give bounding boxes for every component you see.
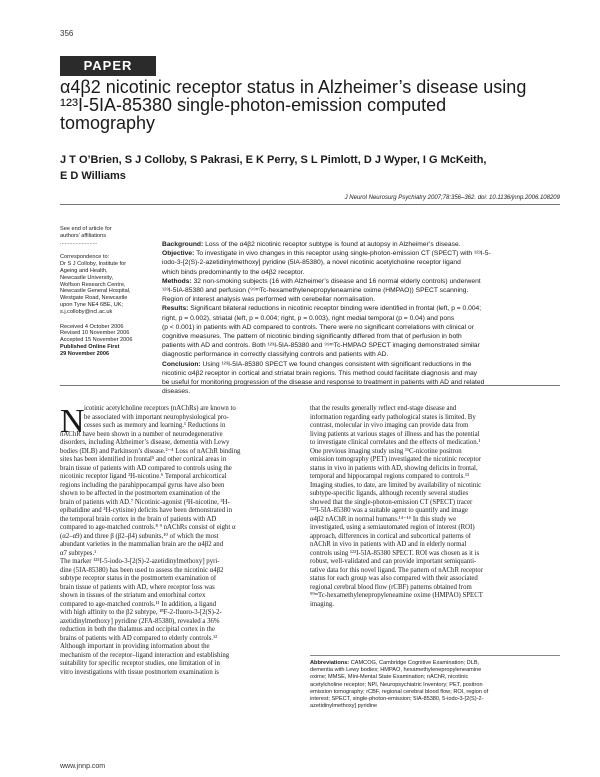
text-line: brain tissue of patients with AD compared to controls using the [60,464,232,472]
text-line: subtype receptor status in the postmortem examination of [60,575,217,582]
text-line: diagnostic performance in correctly classifying controls and patients with AD. [162,351,389,359]
text-line: azetidinylmethoxy] pyridine (2FA-85380), revealed a 36% [60,617,220,625]
sidebar-divider: ........................ [60,239,98,246]
citation: J Neurol Neurosurg Psychiatry 2007;78:356–362. doi: 10.1136/jnnp.2006.108209 [344,195,560,201]
text-line: Imaging studies, to date, are limited by availability of nicotinic [310,481,482,489]
text-line: compared to age-matched controls.⁸ ⁹ nAChRs consist of eight α [60,524,236,531]
text-line: ⁹⁹ᵐTc-hexamethylenepropyleneamine oxime (HMPAO) SPECT [310,592,483,599]
text-line: approach, differences in cortical and subcortical patterns of [310,532,472,540]
text-line: brain of patients with AD.⁷ Nicotinic-agonist (³H-nicotine, ³H- [60,498,230,506]
text-line: Region of interest analysis was performed with cerebellar normalisation. [162,296,375,304]
text-line: One previous imaging study using ¹¹C-nicotine positron [310,447,462,455]
section-label: PAPER [60,56,156,76]
abbreviations [310,660,562,710]
dates-block: Received 4 October 2006 Revised 10 November 2006 Accepted 15 November 2006 Published Online First 29 November 2006 [60,323,133,357]
text-line: disorders, including Alzheimer’s disease, dementia with Lewy [60,439,230,446]
text-line: sites has been identified in frontal⁵ and other cortical areas in [60,456,227,463]
title-line: ¹²³I-5IA-85380 single-photon-emission computed [60,95,447,115]
text-line: which binds predominantly to the α4β2 receptor. [162,268,305,276]
text-line: subtype-specific ligands, although recently several studies [310,490,469,497]
text-line: cognitive measures. The pattern of nicotinic binding significantly differed from that of perfusion in both [162,333,462,341]
text-line: interest; SPECT, single-photon-emission; 5IA-85380, 5-iodo-3-[2(S)-2- [310,696,484,703]
text-line: controls using ¹²³I-5IA-85380 SPECT. ROI was chosen as it is [310,549,480,557]
text-line: compared to age-matched controls.¹¹ In addition, a ligand [60,600,217,608]
text-line: Objective: To investigate in vivo changes in this receptor using single-photon-emission CT (SPECT) with ¹²³I-5- [162,250,491,258]
text-line: contrast, molecular in vivo imaging can provide data from [310,422,469,429]
text-line: nicotinic α4β2 receptor in cortical and striatal brain regions. This method could facilitate diagnosis and may [162,369,478,377]
text-line: (p < 0.001) in patients with AD compared to controls. There were no significant correlations with clinical or [162,323,474,331]
author-line: E D Williams [60,170,126,182]
text-line: Methods: 32 non-smoking subjects (16 with Alzheimer’s disease and 16 normal elderly controls) underwent [162,277,481,285]
text-line: temporal and hippocampal regions compared to controls.¹³ [310,473,470,480]
text-line: nAChR have been shown in a number of neurodegenerative [60,430,223,438]
text-line: showed that the single-photon-emission CT (SPECT) tracer [310,498,473,506]
text-line: patients with AD and controls. Both ¹²³I-5IA-85380 and ⁹⁹ᵐTc-HMPAO SPECT imaging demonstrated similar [162,342,480,350]
text-line: The marker ¹²⁵I-5-iodo-3-[2(S)-2-azetidinylmethoxy] pyri- [60,558,220,565]
text-line: with high affinity to the β2 subtype, ¹⁸F-2-fluoro-3-[2(S)-2- [60,609,222,616]
text-line: nicotinic receptor ligand ³H-nicotine.⁶ Temporal archicortical [60,473,227,480]
text-line: cesses such as memory and learning.¹ Reductions in [84,422,226,429]
text-line: Abbreviations: CAMCOG, Cambridge Cognitive Examination; DLB, [310,660,480,666]
text-line: right, p = 0.002), striatal (left, p = 0.004; right, p = 0.003), right medial temporal (p = 0.04) and pons [162,314,455,322]
text-line: that the results generally reflect end-stage disease and [310,405,457,412]
text-line: Results: Significant bilateral reductions in nicotinic receptor binding were identified in frontal (left, p = 0.004; [162,305,482,313]
text-line: emission tomography; rCBF, regional cerebral blood flow; ROI, region of [310,688,489,695]
text-line: brains of patients with AD compared to elderly controls.¹² [60,634,218,642]
text-line: suitability for specific receptor studies, one limitation of in [60,660,220,667]
author-list [60,152,560,184]
text-line: tative data for this novel ligand. The pattern of nAChR receptor [310,566,483,574]
text-line: vitro investigations with tissue postmortem examination is [60,668,219,676]
body-column-right [310,405,560,609]
text-line: bodies (DLB) and Parkinson’s disease.²⁻⁴ Loss of nAChR binding [60,447,241,455]
text-line: information regarding early pathological states is limited. By [310,413,476,421]
text-line: the temporal brain cortex in the brain of patients with AD [60,515,217,523]
text-line: icotinic acetylcholine receptors (nAChRs) are known to [84,405,236,412]
text-line: shown to be affected in the postmortem examination of the [60,490,221,497]
text-line: be useful for monitoring progression of the disease and response to treatment in patients with AD and related [162,379,485,387]
text-line: dementia with Lewy bodies; HMPAO, hexamethylenepropyleneamine [310,667,482,674]
correspondence-email[interactable]: s.j.colloby@ncl.ac.uk [60,308,113,315]
text-line: to investigate clinical correlates and the effects of medication.¹ [310,439,481,446]
abbreviations-rule [310,655,560,656]
text-line: abundant varieties in the mammalian brain are the α4β2 and [60,541,224,548]
text-line: (α2–α9) and three β (β2–β4) subunits,¹⁰ of which the most [60,532,219,540]
abstract [162,240,562,396]
text-line: ¹²³I-5IA-85380 was a suitable agent to quantify and image [310,507,468,514]
author-line: J T O’Brien, S J Colloby, S Pakrasi, E K Perry, S L Pimlott, D J Wyper, I G McKeith, [60,154,487,166]
footer-url[interactable]: www.jnnp.com [60,763,106,770]
page-number: 356 [60,29,74,38]
text-line: robust, well-validated and can provide important semiquanti- [310,558,477,565]
text-line: acetylcholine receptor; NPI, Neuropsychiatric Inventory; PET, positron [310,681,483,688]
text-line: regions including the parahippocampal gyrus have also been [60,481,225,489]
text-line: shown in tissues of the striatum and entorhinal cortex [60,592,206,599]
text-line: regional cerebral blood flow (rCBF) patterns obtained from [310,583,472,591]
text-line: investigated, using a semiautomated region of interest (ROI) [310,524,475,531]
text-line: status for each group was also compared with their associated [310,575,478,582]
text-line: Conclusion: Using ¹²³I-5IA-85380 SPECT we found changes consistent with significant reductions in the [162,360,472,368]
text-line: α4β2 nAChR in normal humans.¹⁴⁻¹⁶ In this study we [310,515,457,523]
text-line: α7 subtypes.¹ [60,549,97,557]
abstract-rule [60,385,560,386]
header-rule [60,204,560,205]
text-line: living patients at various stages of illness and has the potential [310,430,480,438]
text-line: dine (5IA-85380) has been used to assess the nicotinic α4β2 [60,566,224,574]
text-line: Background: Loss of the α4β2 nicotinic receptor subtype is found at autopsy in Alzheimer’s disease. [162,241,461,248]
text-line: reduction in both the thalamus and occipital cortex in the [60,626,215,633]
text-line: status in vivo in patients with AD, showing deficits in frontal, [310,464,478,472]
text-line: azetidinylmethoxy] pyridine [310,703,378,710]
text-line: Although important in providing information about the [60,643,210,650]
text-line: ¹²³I-5IA-85380 and perfusion (⁹⁹ᵐTc-hexamethylenepropyleneamine oxime (HMPAO)) SPECT scanning. [162,287,469,295]
drop-cap: N [60,403,85,440]
text-line: brain tissue of patients with AD, where receptor loss was [60,583,215,591]
text-line: emission tomography (PET) investigated the nicotinic receptor [310,456,482,463]
article-title [60,78,530,132]
body-column-left [60,405,295,677]
text-line: diseases. [162,388,191,396]
text-line: oxime; MMSE, Mini-Mental State Examination; nAChR, nicotinic [310,674,469,681]
affiliations-note: See end of article for authors’ affiliations ........................ [60,226,152,246]
text-line: nAChR in vivo in patients with AD and in elderly normal [310,541,467,548]
text-line: iodo-3-[2(S)-2-azetidinylmethoxy] pyridine (5IA-85380), a novel nicotinic acetylcholine receptor ligand [162,259,461,267]
text-line: mechanism of the receptor–ligand interaction and establishing [60,651,230,659]
article-sidebar [60,226,152,366]
correspondence-block: Correspondence to: Dr S J Colloby, Institute for Ageing and Health, Newcastle University, Wolfson Research Centre, Newcastle General Hospital, Westgate Road, Newcastle upon Tyne NE4 6BE, UK; s.j.colloby@ncl.ac.uk [60,254,152,315]
text-line: imaging. [310,600,334,608]
text-line: epibatidine and ³H-cytisine) deficits have been demonstrated in [60,507,233,514]
text-line: be associated with important neurophysiological pro- [84,413,229,421]
title-line: tomography [60,113,156,133]
title-line: α4β2 nicotinic receptor status in Alzheimer’s disease using [60,77,527,97]
